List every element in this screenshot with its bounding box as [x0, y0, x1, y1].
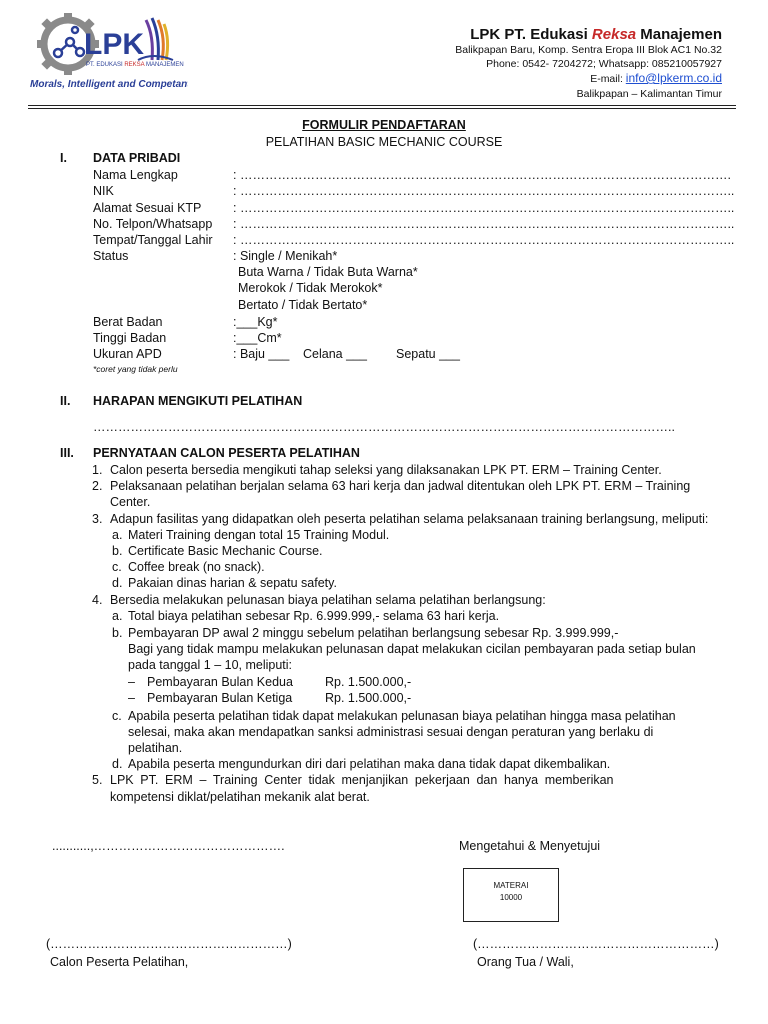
status-option-colorblind[interactable]: Buta Warna / Tidak Buta Warna*: [238, 265, 418, 279]
payment-a-key: a.: [112, 609, 123, 623]
payment-b-key: b.: [112, 626, 123, 640]
logo-subtext: PT. EDUKASI REKSA MANAJEMEN: [86, 62, 184, 68]
status-option-smoker[interactable]: Merokok / Tidak Merokok*: [238, 281, 383, 295]
section-3-title: PERNYATAAN CALON PESERTA PELATIHAN: [93, 446, 360, 460]
field-apd-sepatu[interactable]: Sepatu ___: [396, 347, 460, 361]
field-telpon[interactable]: : ………………………………………………………………………………………………………..: [233, 217, 735, 231]
section-2-title: HARAPAN MENGIKUTI PELATIHAN: [93, 394, 303, 408]
org-address: Balikpapan Baru, Komp. Sentra Eropa III Blok AC1 No.32: [455, 44, 722, 56]
field-label-berat: Berat Badan: [93, 315, 163, 329]
field-alamat[interactable]: : ………………………………………………………………………………………………………..: [233, 201, 735, 215]
statement-4: Bersedia melakukan pelunasan biaya pelatihan selama pelatihan berlangsung:: [110, 593, 546, 607]
field-apd-baju[interactable]: : Baju ___: [233, 347, 290, 361]
payment-b-line-1: Pembayaran DP awal 2 minggu sebelum pelatihan berlangsung sebesar Rp. 3.999.999,-: [128, 626, 619, 640]
installment-1-dash: –: [128, 675, 135, 689]
guardian-role: Orang Tua / Wali,: [477, 955, 574, 969]
field-label-telpon: No. Telpon/Whatsapp: [93, 217, 213, 231]
facility-b-key: b.: [112, 544, 123, 558]
statement-2-line-2: Center.: [110, 495, 151, 509]
payment-b-line-2: Bagi yang tidak mampu melakukan pelunasan dapat melakukan cicilan pembayaran pada setiap bulan: [128, 642, 696, 656]
org-email-line: E-mail: info@lpkerm.co.id: [590, 71, 722, 85]
section-2-number: II.: [60, 394, 71, 408]
strike-note: *coret yang tidak perlu: [93, 364, 178, 374]
statement-1-number: 1.: [92, 463, 103, 477]
statement-2-line-1: Pelaksanaan pelatihan berjalan selama 63 hari kerja dan jadwal ditentukan oleh LPK PT. ERM – Training: [110, 479, 691, 493]
facility-d: Pakaian dinas harian & sepatu safety.: [128, 576, 337, 590]
statement-5-number: 5.: [92, 773, 103, 787]
field-label-status: Status: [93, 249, 129, 263]
stamp-duty-box: [463, 868, 559, 922]
payment-c-line-2: selesai, maka akan mendapatkan sanksi administrasi sesuai dengan peraturan yang berlaku di: [128, 725, 654, 739]
installment-2-amount: Rp. 1.500.000,-: [325, 691, 412, 705]
network-icon: [54, 27, 84, 57]
facility-c-key: c.: [112, 560, 122, 574]
statement-3-number: 3.: [92, 512, 103, 526]
payment-b-line-3: pada tanggal 1 – 10, meliputi:: [128, 658, 293, 672]
status-option-tattoo[interactable]: Bertato / Tidak Bertato*: [238, 298, 368, 312]
candidate-role: Calon Peserta Pelatihan,: [50, 955, 189, 969]
logo-wordmark: LPK: [84, 28, 144, 61]
statement-2-number: 2.: [92, 479, 103, 493]
facility-d-key: d.: [112, 576, 123, 590]
field-label-tinggi: Tinggi Badan: [93, 331, 167, 345]
field-harapan[interactable]: …………………………………………………………………………………………………………………………..: [93, 420, 675, 434]
payment-d-key: d.: [112, 757, 123, 771]
section-1-number: I.: [60, 151, 67, 165]
field-ttl[interactable]: : ………………………………………………………………………………………………………..: [233, 233, 735, 247]
place-date-field[interactable]: ...........,……………………………………….: [52, 839, 285, 853]
facility-c: Coffee break (no snack).: [128, 560, 265, 574]
org-phone: Phone: 0542- 7204272; Whatsapp: 085210057927: [486, 58, 722, 70]
facility-a-key: a.: [112, 528, 123, 542]
org-city: Balikpapan – Kalimantan Timur: [576, 88, 722, 100]
installment-1-label: Pembayaran Bulan Kedua: [147, 675, 293, 689]
form-title: FORMULIR PENDAFTARAN: [302, 118, 466, 132]
approval-label: Mengetahui & Menyetujui: [459, 839, 601, 853]
facility-a: Materi Training dengan total 15 Training Modul.: [128, 528, 390, 542]
field-tinggi[interactable]: :___Cm*: [233, 331, 282, 345]
header-divider: [28, 105, 736, 106]
email-link[interactable]: info@lpkerm.co.id: [625, 71, 722, 85]
field-label-ttl: Tempat/Tanggal Lahir: [93, 233, 213, 247]
statement-5-line-1: LPK PT. ERM – Training Center tidak menjanjikan pekerjaan dan hanya memberikan: [110, 773, 614, 787]
installment-1-amount: Rp. 1.500.000,-: [325, 675, 412, 689]
facility-b: Certificate Basic Mechanic Course.: [128, 544, 323, 558]
statement-5-line-2: kompetensi diklat/pelatihan mekanik alat berat.: [110, 790, 370, 804]
installment-2-dash: –: [128, 691, 135, 705]
candidate-signature-line[interactable]: (…………………………………………………): [46, 937, 292, 951]
logo-tagline: Morals, Intelligent and Competant: [30, 79, 188, 90]
payment-c-line-3: pelatihan.: [128, 741, 183, 755]
field-nik[interactable]: : ………………………………………………………………………………………………………..: [233, 184, 735, 198]
section-1-title: DATA PRIBADI: [93, 151, 181, 165]
section-3-number: III.: [60, 446, 74, 460]
org-name: LPK PT. Edukasi Reksa Manajemen: [470, 26, 722, 43]
field-apd-celana[interactable]: Celana ___: [303, 347, 367, 361]
payment-d: Apabila peserta mengundurkan diri dari pelatihan maka dana tidak dapat dikembalikan.: [128, 757, 611, 771]
payment-c-key: c.: [112, 709, 122, 723]
statement-1: Calon peserta bersedia mengikuti tahap seleksi yang dilaksanakan LPK PT. ERM – Training Center.: [110, 463, 662, 477]
field-label-nik: NIK: [93, 184, 114, 198]
statement-3: Adapun fasilitas yang didapatkan oleh peserta pelatihan selama pelaksanaan training berlangsung, meliputi:: [110, 512, 709, 526]
payment-c-line-1: Apabila peserta pelatihan tidak dapat melakukan pelunasan biaya pelatihan hingga masa pelatihan: [128, 709, 676, 723]
field-label-alamat: Alamat Sesuai KTP: [93, 201, 202, 215]
payment-a: Total biaya pelatihan sebesar Rp. 6.999.999,- selama 63 hari kerja.: [128, 609, 500, 623]
guardian-signature-line[interactable]: (…………………………………………………): [473, 937, 719, 951]
installment-2-label: Pembayaran Bulan Ketiga: [147, 691, 293, 705]
header-divider-thin: [28, 108, 736, 109]
field-berat[interactable]: :___Kg*: [233, 315, 278, 329]
status-option-marital[interactable]: : Single / Menikah*: [233, 249, 338, 263]
company-logo: [28, 8, 188, 94]
field-label-nama: Nama Lengkap: [93, 168, 178, 182]
field-nama[interactable]: : ……………………………………………………………………………………………………….: [233, 168, 731, 182]
stamp-duty-value: 10000: [499, 893, 523, 902]
statement-4-number: 4.: [92, 593, 103, 607]
stamp-duty-label: MATERAI: [493, 881, 529, 890]
form-subtitle: PELATIHAN BASIC MECHANIC COURSE: [265, 135, 503, 149]
field-label-apd: Ukuran APD: [93, 347, 162, 361]
